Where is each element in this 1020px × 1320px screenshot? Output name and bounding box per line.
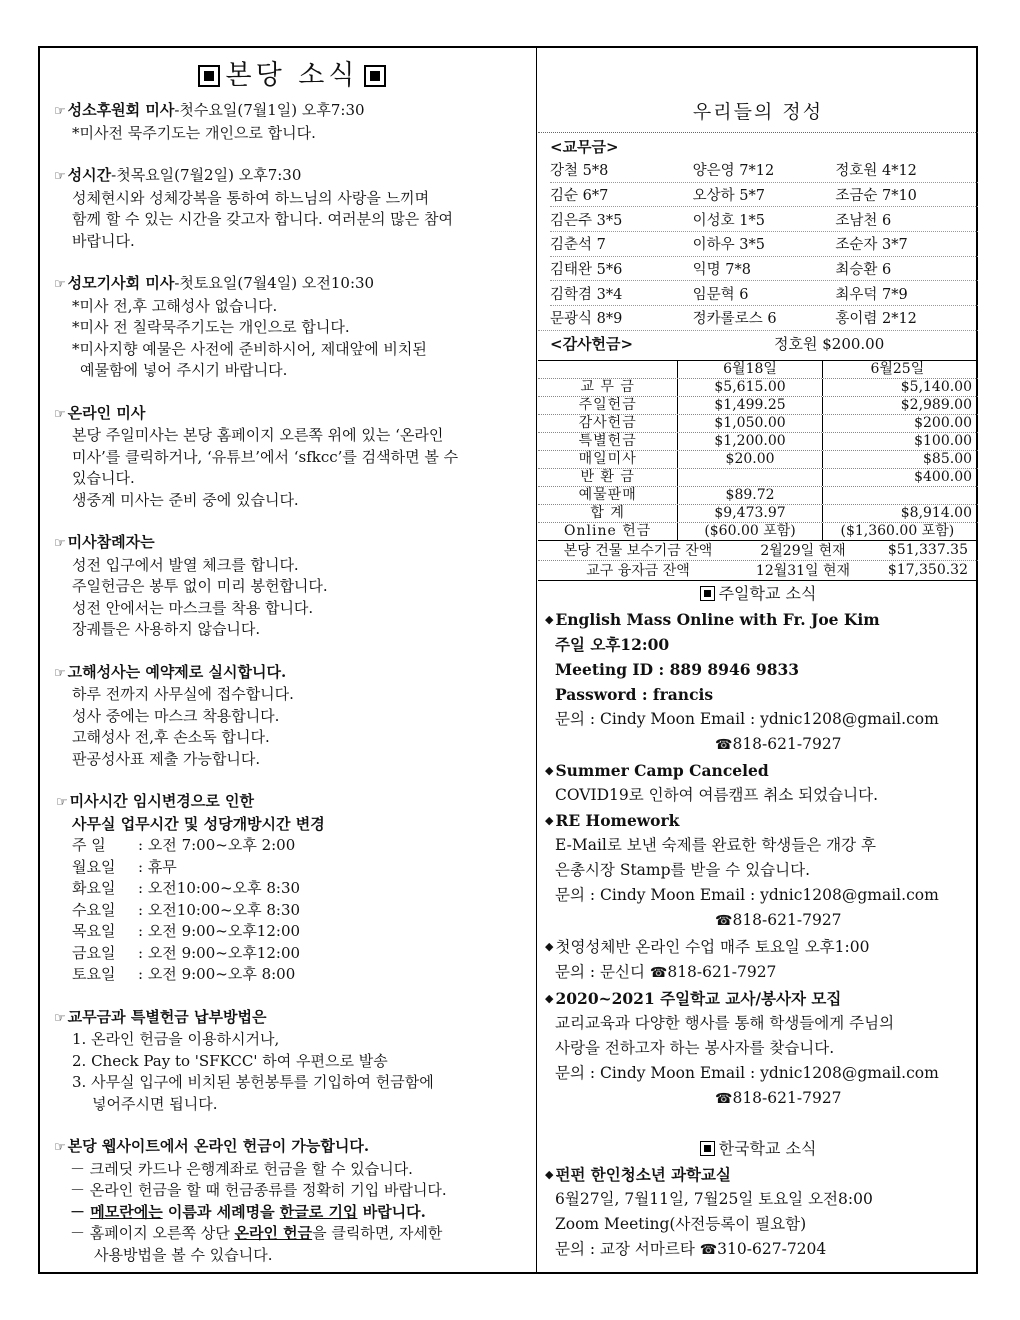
text-cell: Online 헌금 [564,523,652,540]
pointing-hand-icon: ☞ [54,406,66,422]
text-cell: *미사지향 예물은 사전에 준비하시어, 제대앞에 비치된 [72,339,427,358]
text-cell: <감사헌금> [550,335,634,354]
table-row [550,257,978,282]
news-item [54,403,530,512]
text-cell: 김춘석 7 [550,237,606,254]
text-cell: 생중계 미사는 준비 중에 있습니다. [72,490,299,509]
parish-news-column [54,54,530,1287]
text-cell: － 홈페이지 오른쪽 상단 [70,1224,235,1242]
text-cell: 온라인 헌금 [234,1224,313,1242]
schedule-row [72,921,530,943]
text-cell: 6월18일 [677,361,821,378]
telephone-icon: ☎ [699,1241,718,1258]
telephone-icon: ☎ [715,1090,733,1107]
diamond-bullet-icon: ◆ [545,763,554,777]
text-cell: 정카롤로스 6 [692,311,777,328]
text-cell: 매일미사 [578,451,637,468]
text-cell: 함께 할 수 있는 시간을 갖고자 합니다. 여러분의 많은 참여 [72,210,453,228]
schedule-row [72,835,530,857]
diamond-bullet-icon: ◆ [545,939,554,953]
text-cell: 양은영 7*12 [692,163,775,180]
text-cell: 310-627-7204 [717,1239,827,1258]
payment-section [54,1007,530,1116]
text-cell: 본당 웹사이트에서 온라인 헌금이 가능합니다. [67,1137,370,1155]
square-bullet-icon [198,65,220,87]
text-cell: 성전 입구에서 발열 체크를 합니다. [72,555,299,574]
text-cell: 합 계 [590,505,625,522]
text-cell: － 온라인 헌금을 할 때 헌금종류를 정확히 기입 바랍니다. [70,1181,447,1199]
text-cell [677,469,821,486]
text-cell: 주일학교 소식 [718,583,817,603]
text-cell: -첫토요일(7월4일) 오전10:30 [174,274,375,292]
text-cell: 특별헌금 [578,433,637,450]
text-cell: 교무금과 특별헌금 납부방법은 [67,1007,267,1026]
text-cell: 6월25일 [822,361,978,378]
text-cell: 818-621-7927 [667,962,777,981]
text-cell: 금요일 [72,943,116,962]
pointing-hand-icon: ☞ [56,795,68,810]
table-row [538,379,978,397]
text-cell: 미사’를 클릭하거나, ‘유튜브’에서 ‘sfkcc’를 검색하면 볼 수 [72,447,459,466]
text-cell: 조금순 7*10 [835,188,917,205]
text-cell: ($60.00 포함) [677,523,821,540]
text-cell: 문의 : Cindy Moon Email : ydnic1208@gmail.com [555,885,939,904]
text-cell: 2. Check Pay to 'SFKCC' 하여 우편으로 발송 [72,1051,388,1070]
schedule-row [72,857,530,879]
text-cell: 펀펀 한인청소년 과학교실 [555,1164,731,1184]
text-cell: 수요일 [72,900,116,919]
text-cell: 최우덕 7*9 [835,286,908,303]
text-cell: RE Homework [555,810,680,830]
schedule-row [72,943,530,965]
text-cell: 12월31일 현재 [755,563,851,580]
text-cell: $9,473.97 [677,505,821,522]
text-cell: 성모기사회 미사 [67,274,175,292]
text-cell: $2,989.00 [822,397,978,414]
text-cell: 정호원 4*12 [835,163,917,180]
text-cell: 이성호 1*5 [692,212,766,229]
text-cell: 넣어주시면 됩니다. [92,1094,218,1113]
text-cell: $400.00 [822,469,978,486]
schedule-section [54,791,530,986]
text-cell: 목요일 [72,922,116,940]
news-item [54,100,530,144]
text-cell: 성소후원회 미사 [67,101,175,119]
dues-names-table [538,158,978,330]
page-title [54,54,530,98]
text-cell: 6월27일, 7월11일, 7월25일 토요일 오전8:00 [555,1189,873,1208]
table-row [538,541,978,561]
table-row [538,505,978,523]
text-cell: 사무실 업무시간 및 성당개방시간 변경 [72,814,325,833]
text-cell: 본당 건물 보수기금 잔액 [563,543,713,560]
text-cell: 한글로 기입 [279,1202,358,1221]
table-row [538,469,978,487]
text-cell: 판공성사표 제출 가능합니다. [72,749,261,768]
finance-table [538,360,978,541]
table-row [538,487,978,505]
table-row [538,523,978,540]
text-cell: 성사 중에는 마스크 착용합니다. [72,706,280,725]
text-cell: 주 일 [72,836,106,854]
text-cell: : 휴무 [138,857,177,876]
text-cell: ($1,360.00 포함) [822,523,978,540]
text-cell: 김태완 5*6 [550,262,623,279]
text-cell: 주일 오후12:00 [555,634,670,654]
text-cell: 온라인 미사 [67,403,146,422]
text-cell: 1. 온라인 헌금을 이용하시거나, [72,1030,280,1048]
text-cell: Summer Camp Canceled [555,760,769,780]
text-cell: $89.72 [677,487,821,504]
text-cell: 조남천 6 [835,212,892,229]
text-cell: 818-621-7927 [732,1088,842,1107]
text-cell: $51,337.35 [887,542,968,559]
text-cell: $20.00 [677,451,821,468]
text-cell: 문의 : Cindy Moon Email : ydnic1208@gmail.com [555,709,939,728]
text-cell: 주일헌금은 봉투 없이 미리 봉헌합니다. [72,577,328,595]
text-cell: 메모란에는 [90,1202,163,1221]
text-cell: : 오전 7:00~오후 2:00 [138,836,296,854]
balances-table [538,541,978,581]
text-cell: 문의 : 문신디 [555,962,650,981]
text-cell: $5,615.00 [677,379,821,396]
website-section [54,1136,530,1266]
text-cell: 본당 주일미사는 본당 홈페이지 오른쪽 위에 있는 ‘온라인 [72,426,444,444]
text-cell: $85.00 [822,451,978,468]
text-cell: 강철 5*8 [550,163,609,180]
text-cell: 감사헌금 [578,415,637,432]
table-row [550,207,978,232]
table-row [550,232,978,257]
text-cell: 주일헌금 [578,397,637,414]
text-cell: $1,050.00 [677,415,821,432]
text-cell: 818-621-7927 [732,910,842,929]
text-cell: 문의 : Cindy Moon Email : ydnic1208@gmail.com [555,1063,939,1082]
text-cell: 사랑을 전하고자 하는 봉사자를 찾습니다. [555,1038,835,1057]
text-cell: 최승환 6 [835,262,892,279]
text-cell: 818-621-7927 [732,734,842,753]
news-item [54,165,530,252]
text-cell: $5,140.00 [822,379,978,396]
bulletin-page [38,46,978,1274]
text-cell: : 오전10:00~오후 8:30 [138,900,301,919]
text-cell: 예물함에 넣어 주시기 바랍니다. [80,361,288,379]
telephone-icon: ☎ [715,736,733,753]
table-row [538,433,978,451]
square-bullet-icon [700,586,715,601]
diamond-bullet-icon: ◆ [545,612,554,626]
text-cell: 예물판매 [578,487,637,504]
offerings-column [538,48,978,1263]
offerings-title [538,48,978,133]
text-cell: 홍이렴 2*12 [835,311,917,328]
table-row [550,158,978,183]
text-cell: 익명 7*8 [692,262,751,279]
text-cell: 3. 사무실 입구에 비치된 봉헌봉투를 기입하여 헌금함에 [72,1073,434,1091]
text-cell: E-Mail로 보낸 숙제를 완료한 학생들은 개강 후 [555,835,876,854]
text-cell: － 크레딧 카드나 은행계좌로 헌금을 할 수 있습니다. [70,1159,413,1178]
table-row [550,281,978,306]
diamond-bullet-icon: ◆ [545,991,554,1005]
text-cell: 김은주 3*5 [550,212,623,229]
pointing-hand-icon: ☞ [54,1140,66,1155]
text-cell: 문의 : 교장 서마르타 [555,1239,700,1258]
table-row [550,306,978,330]
text-cell: : 오전 9:00~오후12:00 [138,922,301,940]
text-cell: 본당 소식 [225,60,359,91]
text-cell: -첫수요일(7월1일) 오후7:30 [174,101,365,119]
text-cell: 고해성사 전,후 손소독 합니다. [72,728,270,746]
pointing-hand-icon: ☞ [54,169,66,184]
pointing-hand-icon: ☞ [54,277,66,292]
dues-heading: <교무금> [550,138,619,156]
text-cell [822,487,978,504]
text-cell: : 오전 9:00~오후12:00 [138,943,301,962]
korean-school-heading [538,1136,978,1162]
text-cell: 2020~2021 주일학교 교사/봉사자 모집 [555,988,842,1008]
pointing-hand-icon: ☞ [54,1010,66,1026]
pointing-hand-icon: ☞ [54,665,66,681]
text-cell: 김학겸 3*4 [550,286,623,303]
text-cell: 사용방법을 볼 수 있습니다. [94,1245,273,1264]
text-cell: 성전 안에서는 마스크를 착용 합니다. [72,598,314,617]
text-cell: 미사참례자는 [67,533,155,551]
schedule-list [54,835,530,986]
text-cell: 바랍니다. [357,1202,426,1221]
news-item [54,662,530,771]
news-item [54,532,530,641]
text-cell: 토요일 [72,965,116,983]
text-cell: 있습니다. [72,469,135,487]
text-cell: 을 클릭하면, 자세한 [312,1224,443,1242]
text-cell: － [70,1202,91,1221]
text-cell: 이름과 세례명을 [162,1202,280,1221]
diamond-bullet-icon: ◆ [545,813,554,827]
text-cell: 교리교육과 다양한 행사를 통해 학생들에게 주님의 [555,1013,895,1032]
text-cell: 장궤틀은 사용하지 않습니다. [72,620,261,638]
news-item [54,273,530,382]
text-cell: COVID19로 인하여 여름캠프 취소 되었습니다. [555,785,878,804]
text-cell: *미사전 묵주기도는 개인으로 합니다. [72,123,316,142]
square-bullet-icon [700,1141,715,1156]
table-row [550,183,978,208]
table-header-row [538,361,978,379]
sunday-school-news [538,607,978,1112]
text-cell: $1,499.25 [677,397,821,414]
text-cell: Password : francis [555,684,714,704]
pointing-hand-icon: ☞ [54,536,66,551]
text-cell: 교 무 금 [580,379,635,396]
text-cell: 김순 6*7 [550,188,609,205]
text-cell: 은총시장 Stamp를 받을 수 있습니다. [555,860,811,879]
square-bullet-icon [364,65,386,87]
text-cell: 반 환 금 [580,469,635,486]
text-cell: 한국학교 소식 [718,1138,817,1158]
text-cell: *미사 전 칠락묵주기도는 개인으로 합니다. [72,318,350,336]
text-cell: 2월29일 현재 [760,543,846,560]
text-cell: 문광식 8*9 [550,311,623,328]
text-cell: $17,350.32 [887,562,968,579]
text-cell: 이하우 3*5 [692,237,766,254]
text-cell: *미사 전,후 고해성사 없습니다. [72,296,278,315]
text-cell: $8,914.00 [822,505,978,522]
table-row [538,397,978,415]
text-cell: Meeting ID : 889 8946 9833 [555,659,800,679]
text-cell: 조순자 3*7 [835,237,908,254]
schedule-row [72,878,530,900]
table-row [538,415,978,433]
text-cell: 미사시간 임시변경으로 인한 [69,792,254,810]
text-cell: 우리들의 정성 [692,101,824,123]
text-cell: -첫목요일(7월2일) 오후7:30 [111,166,302,184]
pointing-hand-icon: ☞ [54,104,66,119]
text-cell: : 오전 9:00~오후 8:00 [138,965,296,983]
text-cell: $200.00 [822,415,978,432]
schedule-row [72,964,530,986]
text-cell: $1,200.00 [677,433,821,450]
sunday-school-heading [538,581,978,607]
text-cell: 임문혁 6 [692,286,749,303]
korean-school-news [538,1162,978,1263]
schedule-row [72,900,530,922]
text-cell: 교구 융자금 잔액 [586,563,690,580]
text-cell: 고해성사는 예약제로 실시합니다. [67,662,287,681]
text-cell: 월요일 [72,857,116,876]
text-cell: Zoom Meeting(사전등록이 필요함) [555,1214,807,1233]
telephone-icon: ☎ [649,964,668,981]
telephone-icon: ☎ [715,912,733,929]
text-cell: 성체현시와 성체강복을 통하여 하느님의 사랑을 느끼며 [72,188,430,207]
text-cell: 바랍니다. [72,231,135,250]
text-cell: 하루 전까지 사무실에 접수합니다. [72,685,294,703]
text-cell: : 오전10:00~오후 8:30 [138,879,301,897]
thanks-offering [538,330,978,357]
text-cell: 오상하 5*7 [692,188,766,205]
text-cell: $100.00 [822,433,978,450]
column-divider [536,48,537,1272]
text-cell: 화요일 [72,879,116,897]
diamond-bullet-icon: ◆ [545,1167,554,1181]
text-cell: 첫영성체반 온라인 수업 매주 토요일 오후1:00 [555,937,870,956]
text-cell: 정호원 $200.00 [774,335,885,354]
table-row [538,561,978,580]
text-cell: English Mass Online with Fr. Joe Kim [555,609,880,629]
table-row [538,451,978,469]
text-cell: 성시간 [67,166,112,184]
